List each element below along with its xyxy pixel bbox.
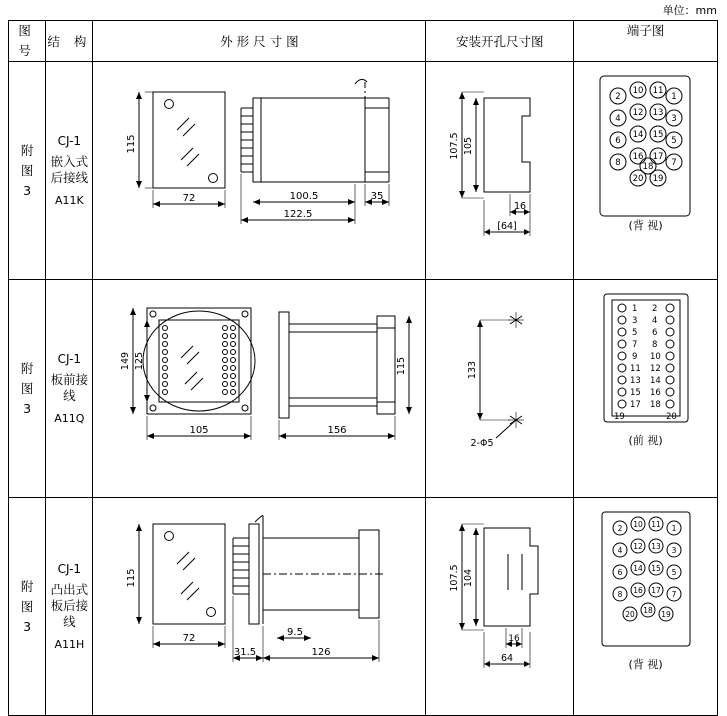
svg-text:16: 16 — [632, 152, 644, 162]
fig-no-char: 附 — [20, 360, 34, 376]
terminal-view-label: (背 视) — [628, 219, 663, 232]
svg-text:20: 20 — [632, 174, 644, 184]
svg-text:11: 11 — [630, 364, 641, 374]
header-terminal: 端子图 — [574, 21, 718, 62]
header-structure: 结 构 — [46, 21, 93, 62]
svg-text:7: 7 — [671, 158, 677, 168]
svg-text:19: 19 — [661, 610, 671, 619]
svg-text:20: 20 — [666, 412, 677, 422]
svg-text:6: 6 — [652, 328, 658, 338]
svg-text:20: 20 — [625, 610, 635, 619]
fig-no-cell-1 — [9, 62, 46, 280]
outline-cell-1 — [93, 62, 426, 280]
structure-cell-1 — [46, 62, 93, 280]
svg-text:72: 72 — [183, 633, 196, 644]
svg-text:115: 115 — [126, 134, 138, 154]
svg-text:1: 1 — [671, 524, 677, 533]
svg-text:17: 17 — [651, 586, 661, 595]
svg-text:10: 10 — [633, 520, 643, 529]
fig-no-char: 3 — [23, 618, 32, 634]
svg-text:[64]: [64] — [497, 221, 518, 232]
svg-text:14: 14 — [633, 564, 643, 573]
svg-text:19: 19 — [614, 412, 625, 422]
svg-text:4: 4 — [652, 316, 658, 326]
svg-text:16: 16 — [650, 388, 661, 398]
hole-drawing-2 — [426, 280, 572, 497]
header-fig-no: 图 号 — [9, 21, 46, 62]
header-outline: 外 形 尺 寸 图 — [93, 21, 426, 62]
svg-text:16: 16 — [508, 634, 521, 644]
svg-text:8: 8 — [615, 158, 621, 168]
code-label: A11K — [54, 193, 84, 207]
fig-no-char: 图 — [20, 380, 34, 396]
svg-text:11: 11 — [652, 86, 664, 96]
svg-text:105: 105 — [189, 425, 210, 436]
svg-text:6: 6 — [615, 136, 621, 146]
structure-label: 嵌入式后接线 — [50, 153, 89, 185]
fig-no-char: 3 — [23, 400, 32, 416]
svg-text:4: 4 — [617, 546, 623, 555]
svg-text:15: 15 — [652, 130, 664, 140]
outline-drawing-3 — [93, 498, 423, 715]
fig-no-cell-2 — [9, 280, 46, 498]
svg-text:8: 8 — [652, 340, 658, 350]
svg-text:13: 13 — [651, 542, 661, 551]
svg-text:104: 104 — [463, 568, 475, 588]
svg-text:5: 5 — [671, 568, 677, 577]
svg-text:17: 17 — [630, 400, 641, 410]
fig-no-char: 3 — [23, 182, 32, 198]
table-row — [9, 498, 718, 716]
svg-text:5: 5 — [632, 328, 638, 338]
svg-text:115: 115 — [396, 356, 408, 376]
svg-text:14: 14 — [632, 130, 644, 140]
outline-drawing-1 — [93, 62, 423, 279]
svg-text:9.5: 9.5 — [287, 627, 304, 638]
model-label: CJ-1 — [57, 561, 82, 576]
svg-text:6: 6 — [617, 568, 623, 577]
svg-text:100.5: 100.5 — [290, 191, 319, 202]
svg-text:8: 8 — [617, 590, 623, 599]
svg-text:115: 115 — [126, 568, 138, 588]
svg-text:15: 15 — [651, 564, 661, 573]
svg-text:64: 64 — [501, 653, 514, 664]
svg-text:16: 16 — [514, 201, 527, 212]
svg-text:5: 5 — [671, 136, 677, 146]
svg-text:2: 2 — [615, 92, 621, 102]
svg-text:12: 12 — [633, 542, 643, 551]
svg-text:13: 13 — [630, 376, 641, 386]
svg-text:3: 3 — [671, 114, 677, 124]
table-row — [9, 280, 718, 498]
svg-text:105: 105 — [463, 136, 475, 156]
svg-text:133: 133 — [467, 360, 479, 380]
svg-text:10: 10 — [650, 352, 661, 362]
terminal-drawing-3 — [574, 498, 716, 678]
model-label: CJ-1 — [57, 133, 82, 148]
hole-drawing-3 — [426, 498, 572, 715]
outline-drawing-2 — [93, 280, 423, 497]
svg-text:72: 72 — [183, 193, 196, 204]
terminal-view-label: (背 视) — [628, 658, 663, 671]
svg-text:125: 125 — [134, 351, 146, 371]
unit-note: 单位：mm — [662, 4, 717, 17]
svg-text:122.5: 122.5 — [284, 209, 313, 220]
svg-text:9: 9 — [632, 352, 638, 362]
model-label: CJ-1 — [57, 351, 82, 366]
outline-cell-2 — [93, 280, 426, 498]
svg-text:13: 13 — [652, 108, 664, 118]
svg-text:1: 1 — [632, 304, 638, 314]
svg-text:31.5: 31.5 — [234, 647, 257, 658]
svg-text:156: 156 — [327, 425, 348, 436]
structure-cell-3 — [46, 498, 93, 716]
svg-text:4: 4 — [615, 114, 621, 124]
svg-text:14: 14 — [650, 376, 661, 386]
svg-text:11: 11 — [651, 520, 661, 529]
svg-text:7: 7 — [671, 590, 677, 599]
svg-text:10: 10 — [632, 86, 644, 96]
fig-no-char: 附 — [20, 142, 34, 158]
code-label: A11H — [54, 637, 85, 651]
svg-text:12: 12 — [632, 108, 644, 118]
svg-text:2: 2 — [617, 524, 623, 533]
table-header-row — [9, 21, 718, 62]
terminal-cell-3 — [574, 498, 718, 716]
terminal-drawing-1 — [574, 62, 716, 242]
svg-text:17: 17 — [652, 152, 664, 162]
svg-text:2: 2 — [652, 304, 658, 314]
svg-text:149: 149 — [120, 351, 132, 371]
svg-text:7: 7 — [632, 340, 638, 350]
terminal-cell-1 — [574, 62, 718, 280]
structure-label: 板前接线 — [50, 371, 89, 403]
svg-text:18: 18 — [650, 400, 661, 410]
svg-text:18: 18 — [643, 606, 653, 615]
dimension-table — [8, 20, 718, 716]
terminal-cell-2 — [574, 280, 718, 498]
hole-cell-3 — [426, 498, 574, 716]
svg-text:35: 35 — [371, 191, 384, 202]
code-label: A11Q — [54, 411, 85, 425]
fig-no-char: 附 — [20, 578, 34, 594]
svg-text:12: 12 — [650, 364, 661, 374]
svg-text:107.5: 107.5 — [449, 132, 461, 160]
fig-no-char: 图 — [20, 598, 34, 614]
structure-cell-2 — [46, 280, 93, 498]
svg-text:1: 1 — [671, 92, 677, 102]
hole-cell-1 — [426, 62, 574, 280]
fig-no-char: 图 — [20, 162, 34, 178]
svg-text:126: 126 — [311, 647, 332, 658]
hole-cell-2 — [426, 280, 574, 498]
table-row — [9, 62, 718, 280]
svg-text:15: 15 — [630, 388, 641, 398]
svg-text:3: 3 — [671, 546, 677, 555]
svg-text:2-Φ5: 2-Φ5 — [470, 438, 494, 449]
svg-text:3: 3 — [632, 316, 638, 326]
svg-text:16: 16 — [633, 586, 643, 595]
structure-label: 凸出式板后接线 — [50, 581, 89, 629]
header-hole: 安装开孔尺寸图 — [426, 21, 574, 62]
svg-text:19: 19 — [652, 174, 664, 184]
outline-cell-3 — [93, 498, 426, 716]
hole-drawing-1 — [426, 62, 572, 279]
terminal-view-label: (前 视) — [628, 434, 663, 447]
fig-no-cell-3 — [9, 498, 46, 716]
svg-text:107.5: 107.5 — [449, 564, 461, 592]
svg-text:18: 18 — [642, 162, 654, 172]
